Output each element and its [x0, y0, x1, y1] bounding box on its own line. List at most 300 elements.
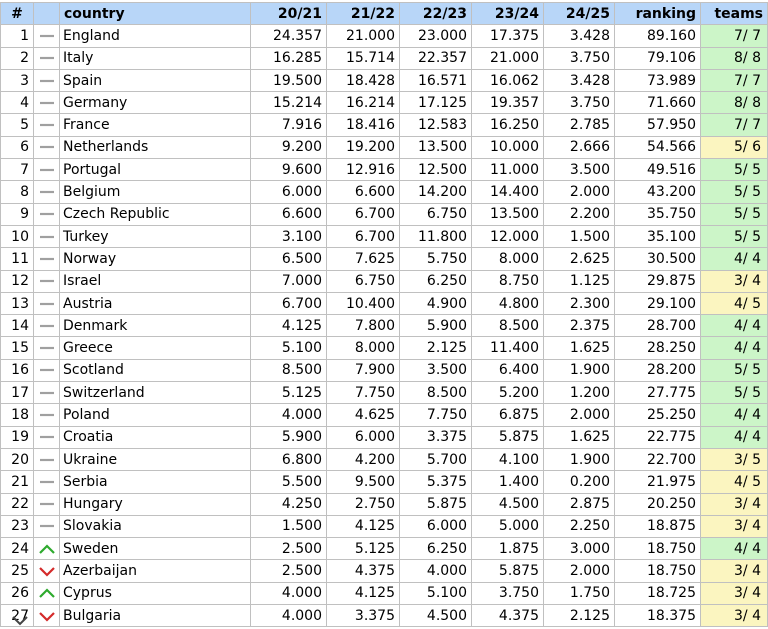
season-score-cell: 16.214: [327, 92, 400, 114]
rank-cell: 26: [1, 582, 34, 604]
rank-cell: 24: [1, 538, 34, 560]
teams-cell: 5/ 6: [701, 136, 768, 158]
ranking-cell: 29.100: [615, 292, 701, 314]
country-cell[interactable]: Norway: [60, 248, 251, 270]
table-row[interactable]: [1, 248, 768, 270]
season-score-cell: 6.400: [472, 359, 544, 381]
dash-icon: [38, 364, 56, 376]
season-score-cell: 6.250: [400, 270, 472, 292]
trend-cell: [34, 493, 60, 515]
season-score-cell: 6.700: [251, 292, 327, 314]
season-score-cell: 2.300: [544, 292, 615, 314]
season-score-cell: 11.000: [472, 159, 544, 181]
season-score-cell: 5.875: [400, 493, 472, 515]
dash-icon: [38, 476, 56, 488]
season-score-cell: 5.875: [472, 560, 544, 582]
trend-cell: [34, 181, 60, 203]
country-cell[interactable]: Sweden: [60, 538, 251, 560]
country-cell[interactable]: Denmark: [60, 315, 251, 337]
season-score-cell: 4.200: [327, 448, 400, 470]
teams-cell: 3/ 4: [701, 605, 768, 627]
country-cell[interactable]: England: [60, 25, 251, 47]
season-score-cell: 4.000: [251, 605, 327, 627]
season-score-cell: 1.750: [544, 582, 615, 604]
rank-cell: 23: [1, 515, 34, 537]
header-teams[interactable]: teams: [701, 3, 768, 25]
season-score-cell: 10.000: [472, 136, 544, 158]
header-season-2021[interactable]: 20/21: [251, 3, 327, 25]
teams-cell: 4/ 4: [701, 426, 768, 448]
season-score-cell: 19.500: [251, 69, 327, 91]
season-score-cell: 6.700: [327, 225, 400, 247]
table-row[interactable]: [1, 471, 768, 493]
season-score-cell: 5.000: [472, 515, 544, 537]
header-season-2425[interactable]: 24/25: [544, 3, 615, 25]
table-row[interactable]: [1, 315, 768, 337]
rank-cell: 1: [1, 25, 34, 47]
trend-cell: [34, 292, 60, 314]
teams-cell: 5/ 5: [701, 159, 768, 181]
season-score-cell: 4.100: [472, 448, 544, 470]
season-score-cell: 17.375: [472, 25, 544, 47]
trend-cell: [34, 382, 60, 404]
dash-icon: [38, 454, 56, 466]
trend-cell: [34, 404, 60, 426]
rank-cell: 12: [1, 270, 34, 292]
season-score-cell: 5.900: [251, 426, 327, 448]
season-score-cell: 7.625: [327, 248, 400, 270]
season-score-cell: 1.500: [544, 225, 615, 247]
season-score-cell: 8.000: [472, 248, 544, 270]
ranking-cell: 18.750: [615, 538, 701, 560]
teams-cell: 3/ 5: [701, 448, 768, 470]
rank-cell: 20: [1, 448, 34, 470]
season-score-cell: 8.000: [327, 337, 400, 359]
trend-cell: [34, 25, 60, 47]
season-score-cell: 2.750: [327, 493, 400, 515]
rank-cell: 11: [1, 248, 34, 270]
table-row[interactable]: [1, 582, 768, 604]
ranking-cell: 71.660: [615, 92, 701, 114]
table-body: [1, 25, 768, 627]
table-row[interactable]: [1, 136, 768, 158]
season-score-cell: 3.100: [251, 225, 327, 247]
teams-cell: 5/ 5: [701, 359, 768, 381]
season-score-cell: 2.125: [544, 605, 615, 627]
season-score-cell: 8.500: [251, 359, 327, 381]
table-row[interactable]: [1, 404, 768, 426]
country-cell[interactable]: Germany: [60, 92, 251, 114]
table-row[interactable]: [1, 114, 768, 136]
arrow-up-icon: [38, 543, 56, 555]
season-score-cell: 6.600: [327, 181, 400, 203]
season-score-cell: 6.750: [400, 203, 472, 225]
country-cell[interactable]: Portugal: [60, 159, 251, 181]
season-score-cell: 16.062: [472, 69, 544, 91]
ranking-cell: 43.200: [615, 181, 701, 203]
rank-cell: 19: [1, 426, 34, 448]
season-score-cell: 7.750: [400, 404, 472, 426]
teams-cell: 8/ 8: [701, 92, 768, 114]
season-score-cell: 14.400: [472, 181, 544, 203]
teams-cell: 3/ 4: [701, 270, 768, 292]
table-row[interactable]: [1, 382, 768, 404]
table-row[interactable]: [1, 538, 768, 560]
ranking-cell: 49.516: [615, 159, 701, 181]
table-row[interactable]: [1, 560, 768, 582]
trend-cell: [34, 225, 60, 247]
season-score-cell: 3.500: [544, 159, 615, 181]
dash-icon: [38, 498, 56, 510]
season-score-cell: 3.750: [544, 47, 615, 69]
season-score-cell: 21.000: [327, 25, 400, 47]
season-score-cell: 7.900: [327, 359, 400, 381]
season-score-cell: 4.625: [327, 404, 400, 426]
season-score-cell: 8.500: [400, 382, 472, 404]
season-score-cell: 6.750: [327, 270, 400, 292]
teams-cell: 4/ 5: [701, 292, 768, 314]
chevron-down-icon[interactable]: [10, 614, 30, 628]
ranking-cell: 30.500: [615, 248, 701, 270]
teams-cell: 5/ 5: [701, 203, 768, 225]
season-score-cell: 6.500: [251, 248, 327, 270]
table-header-row: [1, 3, 768, 25]
season-score-cell: 2.500: [251, 538, 327, 560]
season-score-cell: 8.500: [472, 315, 544, 337]
trend-cell: [34, 47, 60, 69]
season-score-cell: 4.500: [472, 493, 544, 515]
rank-cell: 18: [1, 404, 34, 426]
table-row[interactable]: [1, 292, 768, 314]
season-score-cell: 10.400: [327, 292, 400, 314]
season-score-cell: 4.000: [400, 560, 472, 582]
season-score-cell: 12.000: [472, 225, 544, 247]
teams-cell: 3/ 4: [701, 493, 768, 515]
season-score-cell: 12.583: [400, 114, 472, 136]
dash-icon: [38, 431, 56, 443]
header-rank[interactable]: #: [1, 3, 34, 25]
country-cell[interactable]: Cyprus: [60, 582, 251, 604]
rank-cell: 7: [1, 159, 34, 181]
season-score-cell: 2.200: [544, 203, 615, 225]
season-score-cell: 7.000: [251, 270, 327, 292]
rank-cell: 2: [1, 47, 34, 69]
trend-cell: [34, 560, 60, 582]
table-row[interactable]: [1, 181, 768, 203]
season-score-cell: 17.125: [400, 92, 472, 114]
season-score-cell: 1.625: [544, 426, 615, 448]
table-row[interactable]: [1, 47, 768, 69]
country-cell[interactable]: Netherlands: [60, 136, 251, 158]
season-score-cell: 9.500: [327, 471, 400, 493]
season-score-cell: 2.375: [544, 315, 615, 337]
teams-cell: 4/ 4: [701, 404, 768, 426]
table-row[interactable]: [1, 203, 768, 225]
season-score-cell: 16.285: [251, 47, 327, 69]
season-score-cell: 1.500: [251, 515, 327, 537]
season-score-cell: 13.500: [472, 203, 544, 225]
country-cell[interactable]: Czech Republic: [60, 203, 251, 225]
season-score-cell: 23.000: [400, 25, 472, 47]
teams-cell: 3/ 4: [701, 582, 768, 604]
country-cell[interactable]: Croatia: [60, 426, 251, 448]
season-score-cell: 1.900: [544, 448, 615, 470]
season-score-cell: 16.571: [400, 69, 472, 91]
trend-cell: [34, 69, 60, 91]
header-season-2223[interactable]: 22/23: [400, 3, 472, 25]
teams-cell: 5/ 5: [701, 225, 768, 247]
trend-cell: [34, 515, 60, 537]
table-row[interactable]: [1, 426, 768, 448]
season-score-cell: 2.785: [544, 114, 615, 136]
season-score-cell: 18.416: [327, 114, 400, 136]
rank-cell: 6: [1, 136, 34, 158]
season-score-cell: 2.666: [544, 136, 615, 158]
season-score-cell: 5.100: [251, 337, 327, 359]
dash-icon: [38, 231, 56, 243]
season-score-cell: 6.000: [251, 181, 327, 203]
season-score-cell: 1.900: [544, 359, 615, 381]
dash-icon: [38, 30, 56, 42]
dash-icon: [38, 97, 56, 109]
teams-cell: 4/ 5: [701, 471, 768, 493]
season-score-cell: 4.500: [400, 605, 472, 627]
table-row[interactable]: [1, 605, 768, 627]
season-score-cell: 3.750: [544, 92, 615, 114]
rank-cell: 22: [1, 493, 34, 515]
season-score-cell: 6.600: [251, 203, 327, 225]
trend-cell: [34, 136, 60, 158]
table-row[interactable]: [1, 225, 768, 247]
season-score-cell: 2.500: [251, 560, 327, 582]
teams-cell: 8/ 8: [701, 47, 768, 69]
season-score-cell: 1.200: [544, 382, 615, 404]
trend-cell: [34, 582, 60, 604]
country-cell[interactable]: Scotland: [60, 359, 251, 381]
table-row[interactable]: [1, 159, 768, 181]
ranking-cell: 18.750: [615, 560, 701, 582]
header-season-2122[interactable]: 21/22: [327, 3, 400, 25]
table-row[interactable]: [1, 493, 768, 515]
season-score-cell: 14.200: [400, 181, 472, 203]
teams-cell: 5/ 5: [701, 382, 768, 404]
ranking-cell: 79.106: [615, 47, 701, 69]
ranking-cell: 20.250: [615, 493, 701, 515]
season-score-cell: 7.800: [327, 315, 400, 337]
trend-cell: [34, 359, 60, 381]
table-row[interactable]: [1, 270, 768, 292]
table-row[interactable]: [1, 69, 768, 91]
season-score-cell: 5.200: [472, 382, 544, 404]
season-score-cell: 19.357: [472, 92, 544, 114]
table-row[interactable]: [1, 359, 768, 381]
season-score-cell: 4.250: [251, 493, 327, 515]
ranking-cell: 21.975: [615, 471, 701, 493]
season-score-cell: 4.000: [251, 582, 327, 604]
dash-icon: [38, 320, 56, 332]
season-score-cell: 2.875: [544, 493, 615, 515]
season-score-cell: 1.400: [472, 471, 544, 493]
season-score-cell: 2.000: [544, 404, 615, 426]
season-score-cell: 2.125: [400, 337, 472, 359]
season-score-cell: 3.000: [544, 538, 615, 560]
country-cell[interactable]: Bulgaria: [60, 605, 251, 627]
rank-cell: 17: [1, 382, 34, 404]
season-score-cell: 12.500: [400, 159, 472, 181]
season-score-cell: 22.357: [400, 47, 472, 69]
season-score-cell: 4.125: [327, 582, 400, 604]
teams-cell: 7/ 7: [701, 25, 768, 47]
season-score-cell: 11.800: [400, 225, 472, 247]
trend-cell: [34, 92, 60, 114]
rank-cell: 16: [1, 359, 34, 381]
season-score-cell: 5.750: [400, 248, 472, 270]
country-cell[interactable]: Hungary: [60, 493, 251, 515]
season-score-cell: 13.500: [400, 136, 472, 158]
ranking-cell: 25.250: [615, 404, 701, 426]
season-score-cell: 4.900: [400, 292, 472, 314]
season-score-cell: 4.000: [251, 404, 327, 426]
season-score-cell: 5.500: [251, 471, 327, 493]
rank-cell: 15: [1, 337, 34, 359]
trend-cell: [34, 315, 60, 337]
country-cell[interactable]: Slovakia: [60, 515, 251, 537]
trend-cell: [34, 448, 60, 470]
ranking-cell: 27.775: [615, 382, 701, 404]
ranking-cell: 35.750: [615, 203, 701, 225]
ranking-cell: 29.875: [615, 270, 701, 292]
season-score-cell: 5.100: [400, 582, 472, 604]
dash-icon: [38, 275, 56, 287]
table-row[interactable]: [1, 92, 768, 114]
season-score-cell: 1.125: [544, 270, 615, 292]
dash-icon: [38, 342, 56, 354]
teams-cell: 5/ 5: [701, 181, 768, 203]
season-score-cell: 3.500: [400, 359, 472, 381]
trend-cell: [34, 270, 60, 292]
country-cell[interactable]: Azerbaijan: [60, 560, 251, 582]
season-score-cell: 21.000: [472, 47, 544, 69]
country-cell[interactable]: Turkey: [60, 225, 251, 247]
country-cell[interactable]: Ukraine: [60, 448, 251, 470]
season-score-cell: 5.700: [400, 448, 472, 470]
teams-cell: 4/ 4: [701, 337, 768, 359]
season-score-cell: 6.875: [472, 404, 544, 426]
season-score-cell: 6.800: [251, 448, 327, 470]
country-cell[interactable]: Switzerland: [60, 382, 251, 404]
dash-icon: [38, 52, 56, 64]
country-cell[interactable]: Italy: [60, 47, 251, 69]
dash-icon: [38, 208, 56, 220]
arrow-down-icon: [38, 610, 56, 622]
dash-icon: [38, 387, 56, 399]
rank-cell: 5: [1, 114, 34, 136]
country-cell[interactable]: Poland: [60, 404, 251, 426]
dash-icon: [38, 298, 56, 310]
ranking-cell: 22.775: [615, 426, 701, 448]
trend-cell: [34, 337, 60, 359]
season-score-cell: 6.000: [327, 426, 400, 448]
rank-cell: 27: [1, 605, 34, 627]
trend-cell: [34, 114, 60, 136]
season-score-cell: 6.700: [327, 203, 400, 225]
rank-cell: 10: [1, 225, 34, 247]
ranking-cell: 89.160: [615, 25, 701, 47]
season-score-cell: 5.125: [251, 382, 327, 404]
ranking-cell: 73.989: [615, 69, 701, 91]
season-score-cell: 18.428: [327, 69, 400, 91]
season-score-cell: 1.625: [544, 337, 615, 359]
season-score-cell: 7.916: [251, 114, 327, 136]
table-row[interactable]: [1, 25, 768, 47]
arrow-down-icon: [38, 565, 56, 577]
season-score-cell: 11.400: [472, 337, 544, 359]
season-score-cell: 5.875: [472, 426, 544, 448]
season-score-cell: 2.250: [544, 515, 615, 537]
table-row[interactable]: [1, 515, 768, 537]
country-cell[interactable]: Spain: [60, 69, 251, 91]
country-ranking-table: [0, 2, 768, 627]
country-cell[interactable]: Serbia: [60, 471, 251, 493]
season-score-cell: 7.750: [327, 382, 400, 404]
arrow-up-icon: [38, 587, 56, 599]
trend-cell: [34, 159, 60, 181]
ranking-cell: 28.200: [615, 359, 701, 381]
season-score-cell: 3.428: [544, 69, 615, 91]
country-cell[interactable]: France: [60, 114, 251, 136]
ranking-cell: 57.950: [615, 114, 701, 136]
dash-icon: [38, 253, 56, 265]
teams-cell: 7/ 7: [701, 69, 768, 91]
trend-cell: [34, 203, 60, 225]
header-season-2324[interactable]: 23/24: [472, 3, 544, 25]
header-country[interactable]: country: [60, 3, 251, 25]
trend-cell: [34, 248, 60, 270]
country-cell[interactable]: Belgium: [60, 181, 251, 203]
season-score-cell: 5.375: [400, 471, 472, 493]
dash-icon: [38, 186, 56, 198]
season-score-cell: 3.428: [544, 25, 615, 47]
season-score-cell: 4.125: [327, 515, 400, 537]
table-row[interactable]: [1, 337, 768, 359]
rank-cell: 4: [1, 92, 34, 114]
season-score-cell: 15.214: [251, 92, 327, 114]
season-score-cell: 5.900: [400, 315, 472, 337]
rank-cell: 9: [1, 203, 34, 225]
teams-cell: 3/ 4: [701, 560, 768, 582]
country-cell[interactable]: Israel: [60, 270, 251, 292]
season-score-cell: 4.800: [472, 292, 544, 314]
rank-cell: 3: [1, 69, 34, 91]
ranking-cell: 18.875: [615, 515, 701, 537]
season-score-cell: 15.714: [327, 47, 400, 69]
trend-cell: [34, 426, 60, 448]
season-score-cell: 6.000: [400, 515, 472, 537]
ranking-cell: 18.725: [615, 582, 701, 604]
table-row[interactable]: [1, 448, 768, 470]
header-ranking[interactable]: ranking: [615, 3, 701, 25]
season-score-cell: 12.916: [327, 159, 400, 181]
season-score-cell: 2.625: [544, 248, 615, 270]
season-score-cell: 16.250: [472, 114, 544, 136]
dash-icon: [38, 119, 56, 131]
rank-cell: 25: [1, 560, 34, 582]
country-cell[interactable]: Austria: [60, 292, 251, 314]
season-score-cell: 8.750: [472, 270, 544, 292]
country-cell[interactable]: Greece: [60, 337, 251, 359]
teams-cell: 4/ 4: [701, 248, 768, 270]
season-score-cell: 19.200: [327, 136, 400, 158]
